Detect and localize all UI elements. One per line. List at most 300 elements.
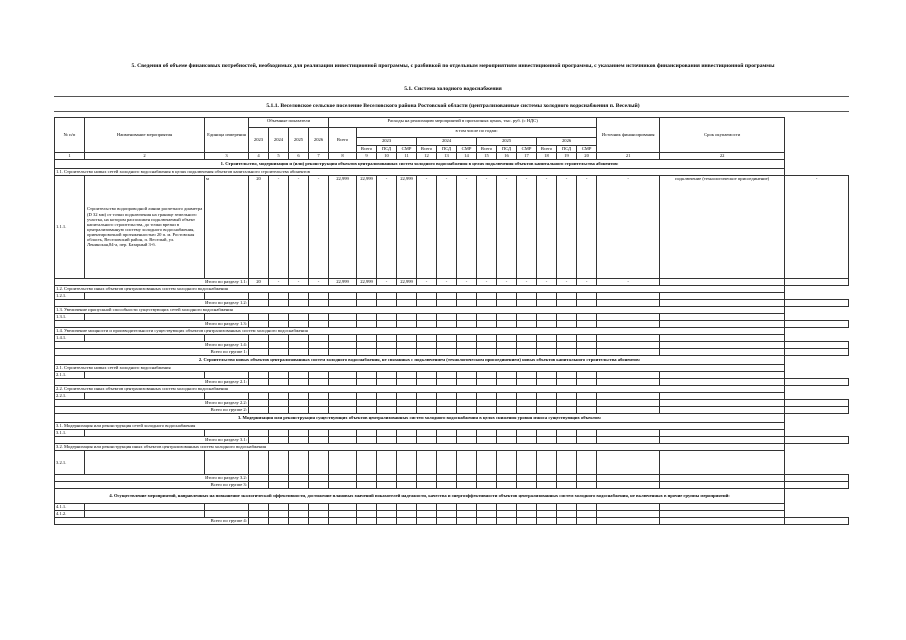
subtotal-label: Итого по разделу 1.1:	[55, 279, 249, 286]
table-cell	[357, 342, 377, 349]
table-cell	[660, 321, 785, 328]
table-cell	[309, 482, 329, 489]
table-cell	[437, 475, 457, 482]
header-subcolumn: СМР	[517, 146, 537, 153]
table-cell	[660, 437, 785, 444]
table-cell	[417, 437, 437, 444]
table-cell	[417, 511, 437, 518]
table-cell	[437, 430, 457, 437]
table-cell	[269, 335, 289, 342]
table-cell	[397, 321, 417, 328]
table-cell	[269, 451, 289, 475]
table-cell	[497, 335, 517, 342]
table-cell	[557, 314, 577, 321]
table-cell	[437, 393, 457, 400]
value-cell: -	[497, 176, 517, 279]
column-number: 5	[269, 153, 289, 160]
table-cell	[329, 321, 357, 328]
column-number: 8	[329, 153, 357, 160]
table-cell	[557, 293, 577, 300]
table-cell	[397, 451, 417, 475]
column-number: 21	[597, 153, 660, 160]
table-cell	[517, 518, 537, 525]
table-cell	[357, 300, 377, 307]
table-cell	[437, 451, 457, 475]
table-cell	[457, 518, 477, 525]
table-cell	[477, 430, 497, 437]
table-cell	[497, 407, 517, 414]
table-row	[55, 504, 849, 511]
table-cell: -	[517, 279, 537, 286]
table-cell	[577, 342, 597, 349]
table-cell	[289, 511, 309, 518]
table-cell: -	[497, 279, 517, 286]
table-row	[55, 356, 849, 365]
table-cell	[329, 437, 357, 444]
table-row	[55, 386, 849, 393]
table-cell	[477, 321, 497, 328]
header-year: 2025	[289, 128, 309, 153]
header-subcolumn: ПСД	[557, 146, 577, 153]
table-cell	[577, 437, 597, 444]
table-cell	[557, 393, 577, 400]
header-subcolumn: ПСД	[497, 146, 517, 153]
table-cell	[660, 393, 785, 400]
table-cell	[397, 407, 417, 414]
subsection-heading: 2.1. Строительство новых сетей холодного водоснабжения	[55, 365, 785, 372]
row-number: 4.1.1.	[55, 504, 85, 511]
table-cell	[497, 393, 517, 400]
table-cell	[477, 293, 497, 300]
table-cell	[289, 349, 309, 356]
table-cell	[417, 400, 437, 407]
table-cell	[557, 437, 577, 444]
subsection-heading: 3.2. Модернизация или реконструкция иных объектов централизованных систем холодного водоснабжения	[55, 444, 785, 451]
table-cell	[377, 475, 397, 482]
table-cell	[269, 511, 289, 518]
table-cell	[329, 349, 357, 356]
table-cell	[497, 314, 517, 321]
table-cell	[397, 349, 417, 356]
table-cell	[289, 407, 309, 414]
table-cell	[597, 379, 660, 386]
table-cell	[397, 518, 417, 525]
table-cell	[437, 321, 457, 328]
table-cell	[269, 321, 289, 328]
document-title: 5. Сведения об объеме финансовых потребностей, необходимых для реализации инвестиционной программы, с разбивкой по отдельным мероприятиям инвестиционной программы, с указанием источников финансирования инвестиционной программы	[131, 63, 775, 69]
table-cell	[289, 475, 309, 482]
table-cell	[437, 314, 457, 321]
table-cell	[577, 335, 597, 342]
table-cell: -	[417, 279, 437, 286]
table-cell	[577, 372, 597, 379]
table-cell	[85, 511, 205, 518]
column-number: 6	[289, 153, 309, 160]
table-cell	[497, 300, 517, 307]
table-cell	[417, 504, 437, 511]
table-cell	[517, 372, 537, 379]
header-subcolumn: Всего	[537, 146, 557, 153]
table-cell	[357, 321, 377, 328]
value-cell: -	[517, 176, 537, 279]
table-cell	[289, 437, 309, 444]
table-cell	[329, 511, 357, 518]
table-cell	[437, 504, 457, 511]
table-cell	[457, 400, 477, 407]
column-number: 10	[377, 153, 397, 160]
table-cell	[477, 349, 497, 356]
header-name: Наименование мероприятия	[85, 118, 205, 153]
header-year: 2026	[537, 138, 597, 146]
table-cell	[497, 475, 517, 482]
table-cell	[249, 518, 269, 525]
finance-source: подключение (технологическое присоединение)	[660, 176, 785, 279]
table-cell	[785, 342, 849, 349]
table-cell	[329, 342, 357, 349]
table-cell	[417, 342, 437, 349]
table-cell	[577, 407, 597, 414]
table-cell	[497, 451, 517, 475]
column-number: 7	[309, 153, 329, 160]
table-cell	[269, 300, 289, 307]
column-number: 15	[477, 153, 497, 160]
table-cell	[269, 393, 289, 400]
table-cell	[577, 314, 597, 321]
table-cell	[269, 372, 289, 379]
header-year: 2026	[309, 128, 329, 153]
table-cell	[397, 335, 417, 342]
table-cell	[249, 430, 269, 437]
table-cell: -	[537, 279, 557, 286]
table-row	[55, 293, 849, 300]
table-row	[55, 328, 849, 335]
table-cell	[537, 437, 557, 444]
table-cell	[357, 293, 377, 300]
section-heading: 5.1.1. Веселовское сельское поселение Веселовского района Ростовской области (централизованные системы холодного водоснабжения п. Веселый)	[266, 103, 640, 109]
table-cell	[517, 300, 537, 307]
group-heading: 1. Строительство, модернизация и (или) реконструкция объектов централизованных систем холодного водоснабжения в целях подключения объектов капитального строительства абонентов:	[55, 160, 785, 169]
subtotal-label: Итого по разделу 2.2:	[55, 400, 249, 407]
table-cell	[477, 482, 497, 489]
table-cell	[329, 400, 357, 407]
table-cell	[477, 451, 497, 475]
table-cell	[309, 437, 329, 444]
document-subtitle: 5.1. Система холодного водоснабжения	[404, 86, 502, 92]
table-cell	[537, 314, 557, 321]
table-cell	[329, 504, 357, 511]
table-cell	[557, 504, 577, 511]
row-number: 1.2.1.	[55, 293, 85, 300]
table-cell	[397, 400, 417, 407]
table-cell	[309, 349, 329, 356]
table-row	[55, 414, 849, 423]
header-year: 2024	[269, 128, 289, 153]
table-cell	[477, 400, 497, 407]
table-cell	[477, 475, 497, 482]
table-cell	[249, 400, 269, 407]
subtotal-label: Итого по разделу 1.3:	[55, 321, 249, 328]
table-cell	[289, 293, 309, 300]
table-cell	[785, 518, 849, 525]
column-number: 14	[457, 153, 477, 160]
subtotal-label: Итого по разделу 1.2:	[55, 300, 249, 307]
table-cell	[417, 482, 437, 489]
table-cell	[357, 518, 377, 525]
value-cell: -	[309, 176, 329, 279]
table-cell	[497, 504, 517, 511]
table-cell	[517, 335, 537, 342]
table-cell	[309, 335, 329, 342]
table-cell: -	[269, 279, 289, 286]
table-cell	[785, 379, 849, 386]
table-row	[55, 169, 849, 176]
table-cell	[377, 314, 397, 321]
table-cell	[660, 300, 785, 307]
table-cell	[477, 335, 497, 342]
value-cell: -	[377, 176, 397, 279]
table-cell	[557, 482, 577, 489]
table-cell	[517, 393, 537, 400]
table-cell	[205, 372, 249, 379]
investment-table	[54, 117, 849, 525]
table-cell	[437, 335, 457, 342]
table-cell	[477, 300, 497, 307]
table-cell	[537, 321, 557, 328]
table-cell	[397, 475, 417, 482]
subtotal-label: Итого по разделу 1.4:	[55, 342, 249, 349]
table-cell	[537, 372, 557, 379]
table-cell	[205, 511, 249, 518]
table-cell	[329, 300, 357, 307]
table-cell: -	[289, 279, 309, 286]
table-row	[55, 489, 849, 504]
value-cell: -	[289, 176, 309, 279]
table-cell	[377, 504, 397, 511]
table-cell	[289, 482, 309, 489]
table-cell	[289, 379, 309, 386]
table-cell	[597, 400, 660, 407]
subtotal-label: Итого по разделу 3.1:	[55, 437, 249, 444]
table-cell	[377, 430, 397, 437]
table-cell	[477, 314, 497, 321]
table-cell	[377, 518, 397, 525]
table-cell	[517, 451, 537, 475]
table-cell	[269, 437, 289, 444]
header-physical: Объемные показатели	[249, 118, 329, 128]
table-cell	[289, 342, 309, 349]
table-cell	[309, 518, 329, 525]
table-row	[55, 279, 849, 286]
table-cell	[477, 407, 497, 414]
row-number: 3.2.1.	[55, 451, 85, 475]
table-cell	[497, 349, 517, 356]
table-cell	[357, 482, 377, 489]
table-cell	[249, 393, 269, 400]
table-cell	[517, 321, 537, 328]
row-number: 1.1.1.	[55, 176, 85, 279]
table-cell	[377, 321, 397, 328]
table-cell	[537, 293, 557, 300]
table-cell	[477, 518, 497, 525]
header-year: 2025	[477, 138, 537, 146]
table-cell	[597, 293, 660, 300]
table-cell	[249, 293, 269, 300]
column-number: 22	[660, 153, 785, 160]
header-expenses: Расходы на реализацию мероприятий в прогнозных ценах, тыс. руб. (с НДС)	[329, 118, 597, 128]
table-cell	[517, 437, 537, 444]
header-by-year: в том числе по годам:	[357, 128, 597, 138]
table-cell	[597, 300, 660, 307]
group-heading: 2. Строительство новых объектов централизованных систем холодного водоснабжения, не связанных с подключением (технологическим присоединением) новых объектов капитального строительства абонентов:	[55, 356, 785, 365]
table-cell: -	[597, 279, 660, 286]
table-cell	[660, 518, 785, 525]
table-cell	[785, 279, 849, 286]
table-cell	[557, 475, 577, 482]
table-cell	[457, 335, 477, 342]
table-cell	[660, 482, 785, 489]
table-cell	[577, 451, 597, 475]
table-cell	[477, 511, 497, 518]
subtotal-label: Всего по группе 3:	[55, 482, 249, 489]
table-cell	[557, 379, 577, 386]
table-row	[55, 160, 849, 169]
table-cell	[289, 518, 309, 525]
table-cell	[597, 407, 660, 414]
table-cell	[537, 349, 557, 356]
table-cell	[249, 314, 269, 321]
table-cell	[249, 511, 269, 518]
column-number: 1	[55, 153, 85, 160]
table-cell	[457, 321, 477, 328]
table-cell	[357, 379, 377, 386]
table-cell	[417, 379, 437, 386]
table-cell	[577, 321, 597, 328]
table-row	[55, 444, 849, 451]
value-cell: -	[557, 176, 577, 279]
table-cell	[517, 407, 537, 414]
table-cell	[660, 335, 785, 342]
table-cell	[249, 451, 269, 475]
table-cell	[537, 300, 557, 307]
table-cell	[597, 321, 660, 328]
table-cell	[249, 407, 269, 414]
table-cell	[517, 504, 537, 511]
table-cell	[397, 511, 417, 518]
table-cell	[249, 437, 269, 444]
table-cell	[597, 335, 660, 342]
table-cell	[377, 451, 397, 475]
table-cell	[437, 349, 457, 356]
table-cell: -	[437, 279, 457, 286]
table-cell	[597, 372, 660, 379]
table-cell	[249, 475, 269, 482]
table-row	[55, 342, 849, 349]
table-cell	[497, 511, 517, 518]
table-row	[55, 372, 849, 379]
table-cell	[497, 437, 517, 444]
table-cell	[269, 293, 289, 300]
table-cell: -	[577, 279, 597, 286]
table-cell	[329, 379, 357, 386]
header-year: 2023	[249, 128, 269, 153]
table-cell	[497, 482, 517, 489]
table-cell	[377, 407, 397, 414]
divider	[54, 96, 849, 97]
table-cell	[309, 511, 329, 518]
table-cell	[289, 300, 309, 307]
value-cell: -	[577, 176, 597, 279]
table-cell	[577, 482, 597, 489]
header-payback: Срок окупаемости	[660, 118, 785, 153]
table-cell	[785, 482, 849, 489]
table-row	[55, 393, 849, 400]
value-cell: -	[437, 176, 457, 279]
table-row	[55, 335, 849, 342]
column-number: 12	[417, 153, 437, 160]
table-cell	[417, 407, 437, 414]
subsection-heading: 3.1. Модернизация или реконструкция сетей холодного водоснабжения	[55, 423, 785, 430]
table-cell	[477, 504, 497, 511]
table-cell	[660, 349, 785, 356]
unit-cell: м	[205, 176, 249, 279]
table-cell	[357, 335, 377, 342]
table-cell	[497, 430, 517, 437]
table-cell	[557, 321, 577, 328]
table-cell	[660, 407, 785, 414]
value-cell: -	[597, 176, 660, 279]
subtotal-label: Всего по группе 4:	[55, 518, 249, 525]
table-cell	[577, 300, 597, 307]
table-cell	[660, 400, 785, 407]
table-cell	[457, 407, 477, 414]
table-cell	[537, 335, 557, 342]
table-cell	[289, 400, 309, 407]
table-cell	[557, 407, 577, 414]
table-cell	[249, 335, 269, 342]
header-year: 2023	[357, 138, 417, 146]
table-cell	[517, 482, 537, 489]
table-cell	[437, 518, 457, 525]
table-cell	[477, 379, 497, 386]
value-cell: -	[457, 176, 477, 279]
table-cell	[269, 504, 289, 511]
column-number: 11	[397, 153, 417, 160]
table-cell	[329, 451, 357, 475]
table-cell	[269, 400, 289, 407]
table-cell	[597, 518, 660, 525]
header-year: 2024	[417, 138, 477, 146]
table-cell	[557, 511, 577, 518]
column-number: 19	[557, 153, 577, 160]
table-cell	[289, 321, 309, 328]
table-row	[55, 349, 849, 356]
table-cell	[557, 400, 577, 407]
table-cell	[785, 475, 849, 482]
table-cell	[417, 314, 437, 321]
table-cell	[309, 430, 329, 437]
table-cell	[577, 430, 597, 437]
table-cell	[329, 335, 357, 342]
table-cell	[517, 342, 537, 349]
table-row	[55, 176, 849, 279]
table-cell	[537, 430, 557, 437]
measure-name: Строительство водопроводной линии расчетного диаметра (D 32 мм) от точки подключения на границе земельного участка, на котором расположен подключаемый объект капитального строительства, до точки врезки в централизованную систему холодного водоснабжения, ориентировочной протяженностью 20 п. м. Ростовская область, Веселовский район, п. Веселый, ул. Ленинская,84-а, пер. Базарный 3-б.	[85, 176, 205, 279]
table-cell	[269, 430, 289, 437]
table-row	[55, 423, 849, 430]
table-cell	[437, 407, 457, 414]
table-cell	[85, 293, 205, 300]
value-cell: -	[269, 176, 289, 279]
